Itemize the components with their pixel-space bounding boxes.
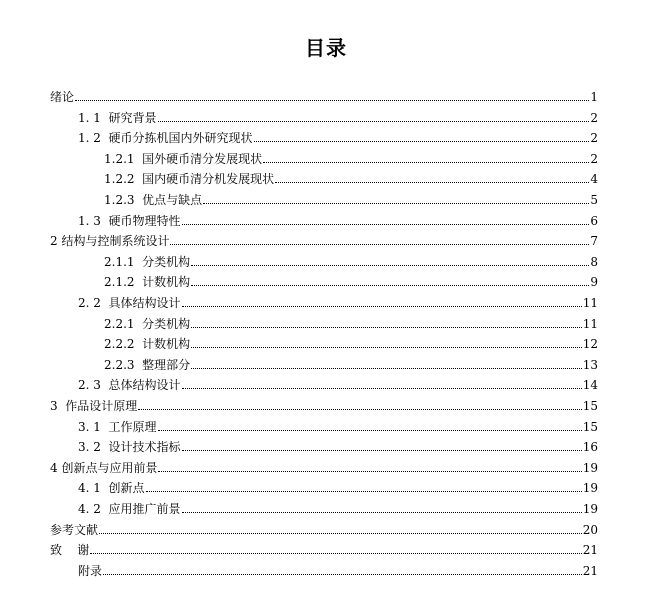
toc-entry-label: 2.1.2 计数机构: [104, 275, 191, 289]
toc-entry-label: 3. 2 设计技术指标: [78, 440, 181, 454]
toc-entry-label: 2.1.1 分类机构: [104, 255, 191, 269]
toc-entry-page-number: 12: [582, 337, 598, 351]
toc-entry[interactable]: [104, 311, 598, 331]
toc-entry-page-number: 19: [582, 502, 598, 516]
toc-entry[interactable]: [50, 84, 598, 104]
dot-leader: [191, 284, 589, 286]
toc-entry-label: 2.2.2 计数机构: [104, 337, 191, 351]
dot-leader: [182, 223, 589, 225]
dot-leader: [254, 140, 589, 142]
toc-entry-page-number: 16: [582, 440, 598, 454]
toc-entry[interactable]: [78, 208, 598, 228]
toc-entry-page-number: 15: [582, 399, 598, 413]
toc-entry-page-number: 5: [590, 193, 598, 207]
toc-entry-label: 附录: [78, 564, 103, 578]
dot-leader: [158, 470, 581, 472]
toc-entry-page-number: 21: [582, 543, 598, 557]
toc-entry-label: 2. 2 具体结构设计: [78, 296, 181, 310]
toc-entry-page-number: 8: [590, 255, 598, 269]
dot-leader: [138, 408, 581, 410]
dot-leader: [146, 490, 582, 492]
toc-entry-label: 2. 3 总体结构设计: [78, 378, 181, 392]
toc-entry-label: 绪论: [50, 90, 75, 104]
toc-entry-page-number: 6: [590, 214, 598, 228]
toc-entry-page-number: 11: [582, 296, 598, 310]
toc-entry-label: 4. 2 应用推广前景: [78, 502, 181, 516]
toc-entry[interactable]: [78, 290, 598, 310]
toc-entry-page-number: 4: [590, 172, 598, 186]
page-title: 目录: [305, 36, 347, 60]
toc-entry-page-number: 2: [590, 111, 598, 125]
toc-entry[interactable]: [104, 187, 598, 207]
toc-entry[interactable]: [78, 125, 598, 145]
dot-leader: [75, 99, 589, 101]
toc-entry-label: 1. 3 硬币物理特性: [78, 214, 181, 228]
toc-entry[interactable]: [50, 393, 598, 413]
toc-entry[interactable]: [104, 146, 598, 166]
toc-entry-page-number: 19: [582, 461, 598, 475]
toc-entry[interactable]: [78, 372, 598, 392]
dot-leader: [182, 449, 582, 451]
dot-leader: [158, 120, 589, 122]
dot-leader: [191, 367, 582, 369]
toc-entry[interactable]: [78, 434, 598, 454]
toc-entry[interactable]: [104, 166, 598, 186]
toc-entry-label: 1.2.2 国内硬币清分机发展现状: [104, 172, 275, 186]
toc-entry-page-number: 2: [590, 131, 598, 145]
dot-leader: [103, 573, 582, 575]
toc-entry-page-number: 11: [582, 317, 598, 331]
dot-leader: [263, 161, 589, 163]
toc-entry-label: 3 作品设计原理: [50, 399, 138, 413]
dot-leader: [99, 532, 582, 534]
toc-entry[interactable]: [104, 352, 598, 372]
toc-entry[interactable]: [104, 269, 598, 289]
toc-entry-label: 1.2.3 优点与缺点: [104, 193, 203, 207]
toc-entry-label: 致 谢: [50, 543, 90, 557]
toc-entry-page-number: 9: [590, 275, 598, 289]
toc-entry[interactable]: [50, 537, 598, 557]
toc-entry-page-number: 21: [582, 564, 598, 578]
toc-entry-label: 3. 1 工作原理: [78, 420, 157, 434]
toc-entry[interactable]: [78, 558, 598, 578]
toc-entry[interactable]: [50, 517, 598, 537]
toc-entry-label: 4. 1 创新点: [78, 481, 145, 495]
toc-entry-page-number: 19: [582, 481, 598, 495]
toc-entry-label: 2.2.1 分类机构: [104, 317, 191, 331]
dot-leader: [182, 305, 582, 307]
dot-leader: [182, 511, 582, 513]
toc-entry[interactable]: [104, 331, 598, 351]
toc-entry-label: 1.2.1 国外硬币清分发展现状: [104, 152, 263, 166]
dot-leader: [182, 387, 582, 389]
dot-leader: [90, 552, 581, 554]
toc-entry-page-number: 14: [582, 378, 598, 392]
toc-entry[interactable]: [78, 496, 598, 516]
toc-entry-label: 2.2.3 整理部分: [104, 358, 191, 372]
toc-entry[interactable]: [50, 228, 598, 248]
toc-entry-page-number: 2: [590, 152, 598, 166]
toc-entry[interactable]: [78, 414, 598, 434]
toc-entry-label: 1. 2 硬币分拣机国内外研究现状: [78, 131, 253, 145]
toc-entry-label: 4 创新点与应用前景: [50, 461, 158, 475]
toc-entry-page-number: 7: [590, 234, 598, 248]
toc-entry-page-number: 20: [582, 523, 598, 537]
toc-entry-page-number: 13: [582, 358, 598, 372]
toc-entry-label: 参考文献: [50, 523, 99, 537]
dot-leader: [275, 181, 589, 183]
toc-entry-label: 2 结构与控制系统设计: [50, 234, 170, 248]
dot-leader: [158, 429, 582, 431]
toc-entry-label: 1. 1 研究背景: [78, 111, 157, 125]
toc-entry[interactable]: [104, 249, 598, 269]
toc-entry[interactable]: [78, 475, 598, 495]
dot-leader: [203, 202, 589, 204]
dot-leader: [191, 264, 589, 266]
toc-entry[interactable]: [78, 105, 598, 125]
toc-entry[interactable]: [50, 455, 598, 475]
toc-entry-page-number: 15: [582, 420, 598, 434]
dot-leader: [191, 326, 582, 328]
toc-entry-page-number: 1: [590, 90, 598, 104]
dot-leader: [170, 243, 589, 245]
dot-leader: [191, 346, 582, 348]
